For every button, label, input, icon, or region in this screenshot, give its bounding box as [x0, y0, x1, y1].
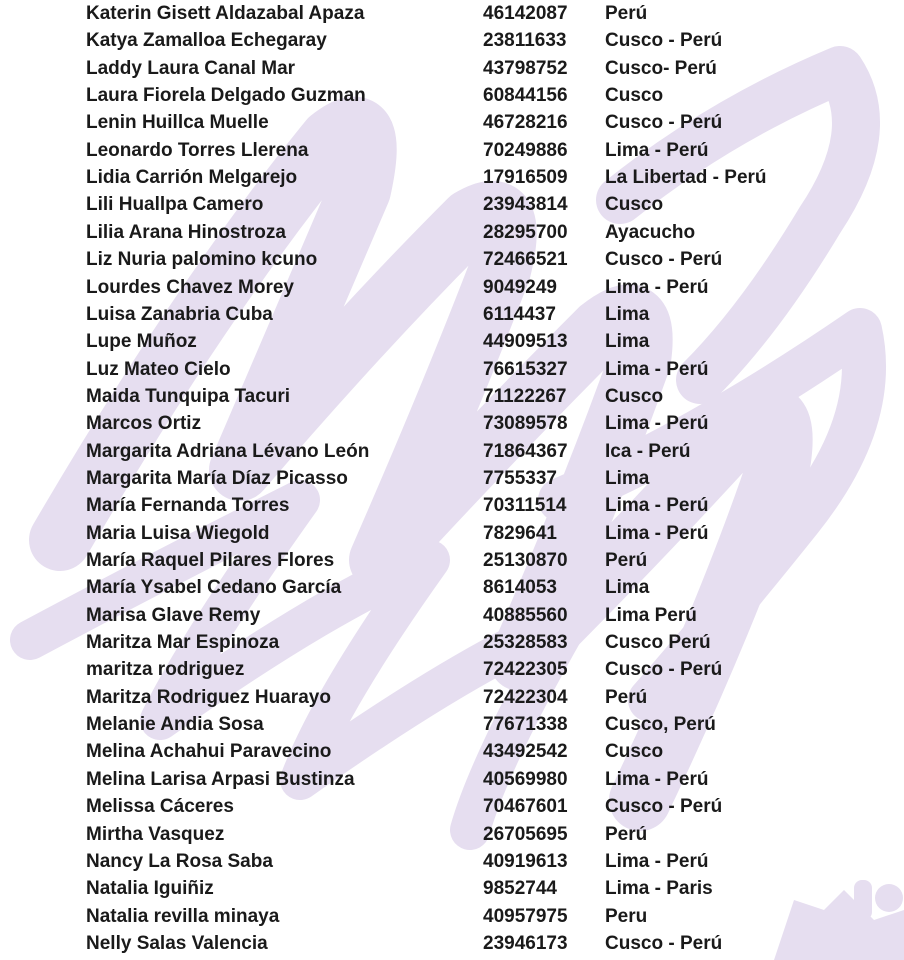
participant-location: Lima — [605, 577, 650, 599]
participant-row — [0, 27, 904, 54]
participant-name: Maritza Mar Espinoza — [86, 632, 280, 654]
participant-name: Nelly Salas Valencia — [86, 932, 268, 954]
participant-location: Lima - Paris — [605, 878, 713, 900]
participant-name: Natalia Iguiñiz — [86, 878, 214, 900]
participant-row — [0, 738, 904, 765]
participant-name: Liz Nuria palomino kcuno — [86, 249, 318, 271]
participant-name: María Raquel Pilares Flores — [86, 550, 335, 571]
participant-row — [0, 219, 904, 246]
participant-name: Leonardo Torres Llerena — [86, 139, 309, 161]
participant-row — [0, 246, 904, 273]
participant-id-number: 70311514 — [483, 495, 567, 517]
participant-name: María Ysabel Cedano García — [86, 577, 342, 599]
participant-location: Perú — [605, 550, 648, 571]
participant-location: Lima - Perú — [605, 522, 709, 544]
participant-row — [0, 274, 904, 301]
participant-id-number: 7829641 — [483, 522, 557, 544]
participant-location: Cusco, Perú — [605, 714, 716, 736]
participant-id-number: 25328583 — [483, 632, 568, 654]
participant-row — [0, 684, 904, 711]
participant-row — [0, 711, 904, 738]
participant-location: Lima - Perú — [605, 276, 709, 298]
participant-row — [0, 821, 904, 848]
participant-id-number: 43492542 — [483, 741, 568, 763]
participant-location: Cusco - Perú — [605, 932, 723, 954]
participant-id-number: 23811633 — [483, 30, 567, 52]
participant-row — [0, 465, 904, 492]
participant-id-number: 72422304 — [483, 686, 568, 708]
participant-row — [0, 438, 904, 465]
participant-id-number: 23946173 — [483, 932, 568, 954]
participant-row — [0, 0, 904, 27]
participant-name: Laddy Laura Canal Mar — [86, 57, 296, 79]
participant-name: Melissa Cáceres — [86, 796, 234, 818]
participant-location: Cusco — [605, 385, 664, 407]
participant-location: Cusco - Perú — [605, 249, 723, 271]
participant-name: Maria Luisa Wiegold — [86, 522, 270, 544]
participant-name: Melanie Andia Sosa — [86, 714, 264, 736]
participant-location: Cusco - Perú — [605, 112, 723, 134]
participant-name: Lili Huallpa Camero — [86, 194, 264, 216]
participant-row — [0, 356, 904, 383]
participant-name: Marcos Ortiz — [86, 413, 202, 435]
participant-location: Lima - Perú — [605, 768, 709, 790]
participant-id-number: 17916509 — [483, 167, 568, 189]
participant-location: Cusco — [605, 194, 664, 216]
participant-id-number: 6114437 — [483, 303, 556, 325]
participant-id-number: 60844156 — [483, 85, 568, 107]
participant-id-number: 77671338 — [483, 714, 568, 736]
participant-location: Perú — [605, 686, 648, 708]
participant-name: maritza rodriguez — [86, 659, 245, 681]
participant-row — [0, 164, 904, 191]
participant-id-number: 70467601 — [483, 796, 568, 818]
participant-name: Lupe Muñoz — [86, 331, 197, 353]
participant-row — [0, 520, 904, 547]
participant-row — [0, 82, 904, 109]
participant-id-number: 40919613 — [483, 850, 568, 872]
participant-id-number: 72466521 — [483, 249, 568, 271]
participant-row — [0, 629, 904, 656]
participant-row — [0, 301, 904, 328]
participant-location: Lima — [605, 467, 650, 489]
participant-id-number: 26705695 — [483, 823, 568, 845]
participant-name: Marisa Glave Remy — [86, 604, 261, 626]
participant-row — [0, 137, 904, 164]
participant-id-number: 43798752 — [483, 57, 568, 79]
participant-row — [0, 383, 904, 410]
participant-location: Lima — [605, 331, 650, 353]
participant-location: Lima — [605, 303, 650, 325]
participant-row — [0, 875, 904, 902]
participant-row — [0, 109, 904, 136]
participant-location: Cusco - Perú — [605, 796, 723, 818]
participant-row — [0, 848, 904, 875]
participant-location: Lima Perú — [605, 604, 697, 626]
participant-location: Perú — [605, 3, 648, 24]
participant-row — [0, 930, 904, 957]
participant-name: Lenin Huillca Muelle — [86, 112, 269, 134]
participant-name: Luisa Zanabria Cuba — [86, 303, 273, 325]
participant-id-number: 73089578 — [483, 413, 568, 435]
participant-row — [0, 574, 904, 601]
participant-row — [0, 766, 904, 793]
participant-location: Lima - Perú — [605, 139, 709, 161]
participant-name: Melina Achahui Paravecino — [86, 741, 332, 763]
participant-name: Luz Mateo Cielo — [86, 358, 231, 380]
participant-location: Cusco Perú — [605, 632, 711, 654]
participant-id-number: 71122267 — [483, 385, 567, 407]
participant-location: Cusco - Perú — [605, 30, 723, 52]
participant-name: Mirtha Vasquez — [86, 823, 225, 845]
participant-id-number: 46728216 — [483, 112, 568, 134]
participant-id-number: 40569980 — [483, 768, 568, 790]
participant-id-number: 7755337 — [483, 467, 557, 489]
participant-row — [0, 656, 904, 683]
participant-name: Natalia revilla minaya — [86, 905, 280, 927]
participant-id-number: 9852744 — [483, 878, 557, 900]
participant-name: Lilia Arana Hinostroza — [86, 221, 286, 243]
participant-row — [0, 328, 904, 355]
participant-name: Lourdes Chavez Morey — [86, 276, 294, 298]
participant-name: Katerin Gisett Aldazabal Apaza — [86, 3, 365, 24]
participant-location: Ica - Perú — [605, 440, 691, 462]
participant-name: Maida Tunquipa Tacuri — [86, 385, 291, 407]
participant-row — [0, 55, 904, 82]
participant-id-number: 28295700 — [483, 221, 568, 243]
participant-row — [0, 547, 904, 574]
participant-id-number: 40957975 — [483, 905, 568, 927]
participant-id-number: 40885560 — [483, 604, 568, 626]
participant-name: Laura Fiorela Delgado Guzman — [86, 85, 366, 107]
participant-row — [0, 793, 904, 820]
participant-location: Cusco — [605, 85, 664, 107]
participant-name: Margarita María Díaz Picasso — [86, 467, 348, 489]
participant-name: Katya Zamalloa Echegaray — [86, 30, 327, 52]
participant-row — [0, 191, 904, 218]
participant-location: Cusco- Perú — [605, 57, 717, 79]
participant-location: Cusco — [605, 741, 664, 763]
participant-location: Perú — [605, 823, 648, 845]
participant-row — [0, 492, 904, 519]
participant-name: Lidia Carrión Melgarejo — [86, 167, 298, 189]
participant-id-number: 72422305 — [483, 659, 568, 681]
participant-id-number: 70249886 — [483, 139, 568, 161]
participant-row — [0, 602, 904, 629]
participant-location: Ayacucho — [605, 221, 696, 243]
participant-location: Cusco - Perú — [605, 659, 723, 681]
participant-id-number: 44909513 — [483, 331, 568, 353]
participant-id-number: 8614053 — [483, 577, 557, 599]
participant-location: La Libertad - Perú — [605, 167, 767, 189]
participant-row — [0, 410, 904, 437]
participant-id-number: 46142087 — [483, 3, 568, 24]
participant-id-number: 25130870 — [483, 550, 568, 571]
participant-id-number: 23943814 — [483, 194, 568, 216]
participant-name: Melina Larisa Arpasi Bustinza — [86, 768, 355, 790]
participant-name: Margarita Adriana Lévano León — [86, 440, 370, 462]
participant-name: Maritza Rodriguez Huarayo — [86, 686, 331, 708]
participant-location: Lima - Perú — [605, 850, 709, 872]
participant-location: Lima - Perú — [605, 413, 709, 435]
participant-row — [0, 903, 904, 930]
participant-id-number: 9049249 — [483, 276, 557, 298]
participant-name: María Fernanda Torres — [86, 495, 290, 517]
participant-location: Lima - Perú — [605, 358, 709, 380]
participant-location: Peru — [605, 905, 648, 927]
participant-name: Nancy La Rosa Saba — [86, 850, 273, 872]
participant-location: Lima - Perú — [605, 495, 709, 517]
participant-id-number: 76615327 — [483, 358, 568, 380]
participant-id-number: 71864367 — [483, 440, 568, 462]
